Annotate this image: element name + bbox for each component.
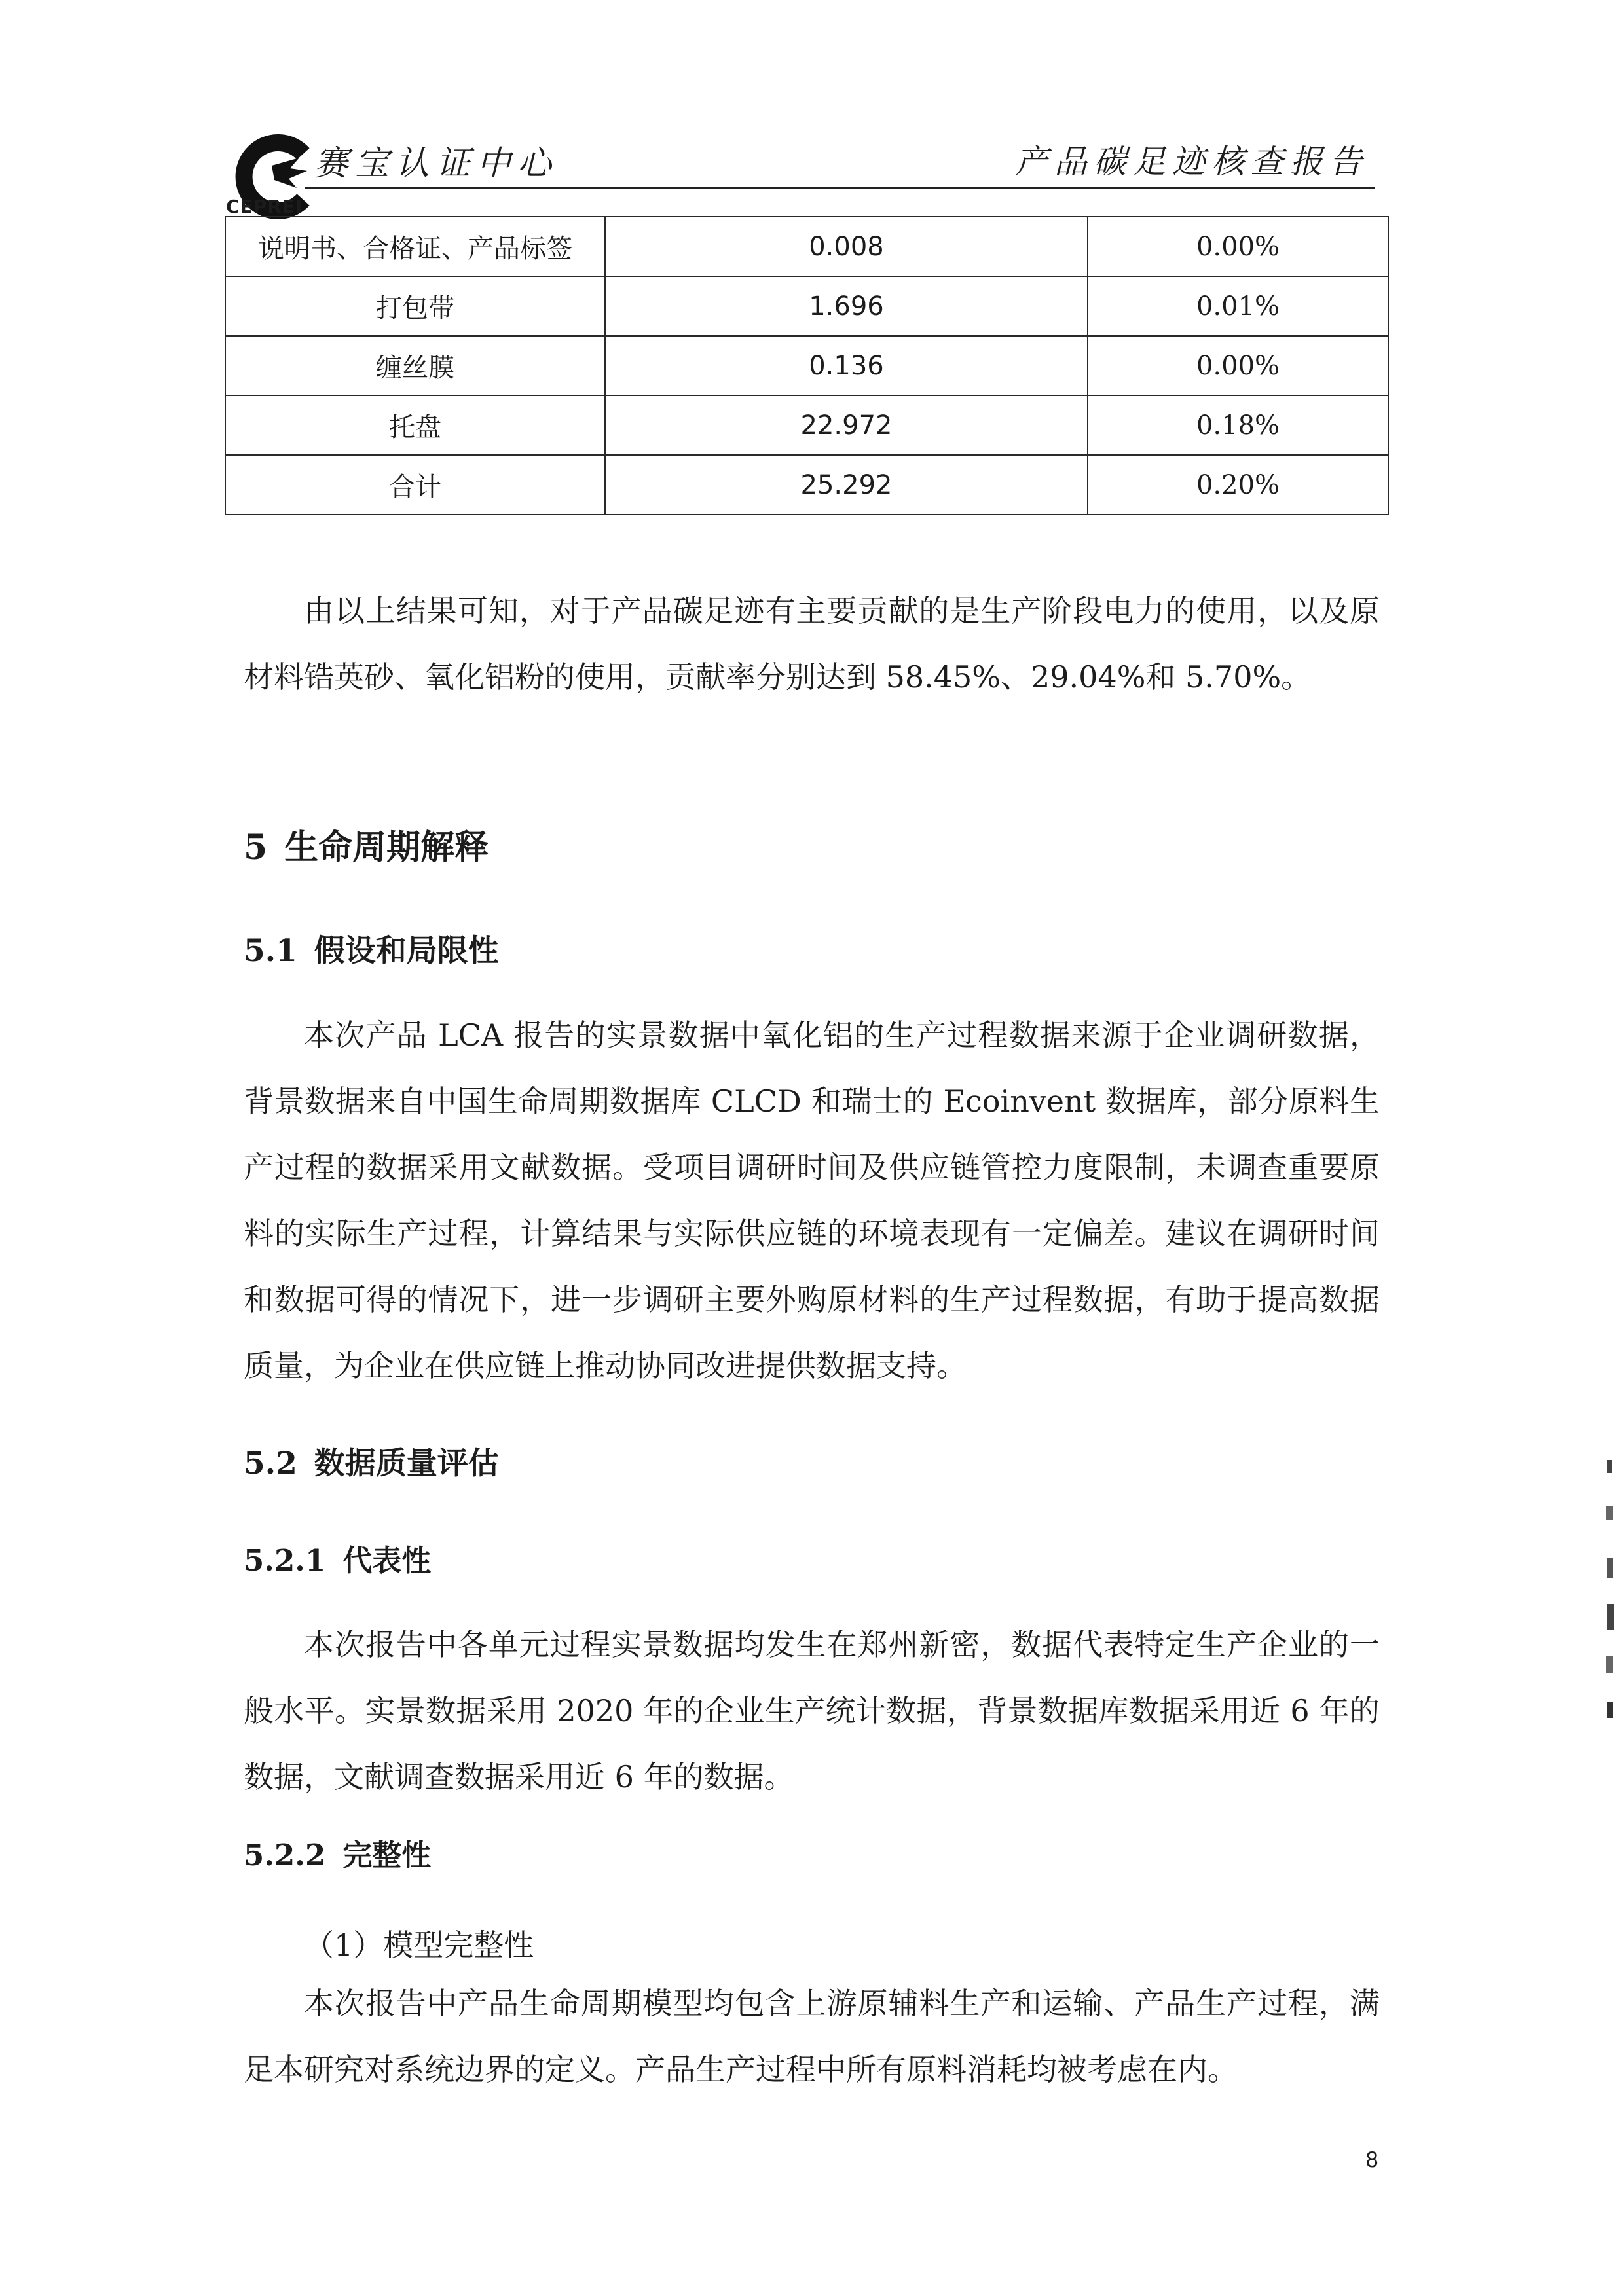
percent-cell: 0.00% bbox=[1088, 336, 1388, 395]
material-name-cell: 缠丝膜 bbox=[225, 336, 605, 395]
org-name: 赛宝认证中心 bbox=[314, 144, 559, 183]
section-title: 代表性 bbox=[342, 1543, 432, 1578]
section-title: 假设和局限性 bbox=[314, 933, 499, 969]
section-heading-5-1 bbox=[244, 926, 499, 970]
section-title: 生命周期解释 bbox=[284, 828, 489, 867]
table-row bbox=[225, 276, 1388, 336]
packaging-table bbox=[225, 216, 1389, 515]
emission-value-cell: 0.008 bbox=[605, 217, 1088, 276]
material-name-cell: 托盘 bbox=[225, 395, 605, 455]
table-row-total bbox=[225, 455, 1388, 515]
section-number: 5.2.2 bbox=[244, 1838, 326, 1872]
section-number: 5.2 bbox=[244, 1446, 297, 1482]
material-name-cell: 说明书、合格证、产品标签 bbox=[225, 217, 605, 276]
percent-cell: 0.01% bbox=[1088, 276, 1388, 336]
table-row bbox=[225, 336, 1388, 395]
emission-value-cell: 25.292 bbox=[605, 455, 1088, 515]
section-heading-5-2 bbox=[244, 1439, 499, 1483]
list-item-model-completeness: （1）模型完整性 bbox=[304, 1927, 534, 1963]
section-heading-5 bbox=[244, 820, 489, 869]
section-number: 5 bbox=[244, 828, 268, 867]
table-body bbox=[225, 217, 1388, 515]
material-name-cell: 合计 bbox=[225, 455, 605, 515]
summary-paragraph: 由以上结果可知，对于产品碳足迹有主要贡献的是生产阶段电力的使用，以及原材料锆英砂、氧化铝粉的使用，贡献率分别达到 58.45%、29.04%和 5.70%。 bbox=[244, 593, 1380, 695]
section-heading-5-2-2 bbox=[244, 1831, 431, 1874]
completeness-paragraph: 本次报告中产品生命周期模型均包含上游原辅料生产和运输、产品生产过程，满足本研究对系统边界的定义。产品生产过程中所有原料消耗均被考虑在内。 bbox=[244, 1986, 1380, 2087]
assumptions-paragraph: 本次产品 LCA 报告的实景数据中氧化铝的生产过程数据来源于企业调研数据，背景数据来自中国生命周期数据库 CLCD 和瑞士的 Ecoinvent 数据库，部分原料生产过程的数据采用文献数据。受项目调研时间及供应链管控力度限制，未调查重要原料的实际生产过程，计算结果与实际供应链的环境表现有一定偏差。建议在调研时间和数据可得的情况下，进一步调研主要外购原材料的生产过程数据，有助于提高数据质量，为企业在供应链上推动协同改进提供数据支持。 bbox=[244, 1017, 1380, 1383]
table-row bbox=[225, 395, 1388, 455]
logo-text: CEPREI bbox=[226, 196, 303, 217]
percent-cell: 0.20% bbox=[1088, 455, 1388, 515]
report-title: 产品碳足迹核查报告 bbox=[1015, 143, 1369, 181]
emission-value-cell: 22.972 bbox=[605, 395, 1088, 455]
scan-artifact bbox=[1604, 1460, 1616, 1722]
section-title: 完整性 bbox=[342, 1838, 432, 1872]
section-heading-5-2-1 bbox=[244, 1537, 431, 1579]
header-divider bbox=[304, 187, 1375, 189]
percent-cell: 0.18% bbox=[1088, 395, 1388, 455]
emission-value-cell: 0.136 bbox=[605, 336, 1088, 395]
representativeness-paragraph: 本次报告中各单元过程实景数据均发生在郑州新密，数据代表特定生产企业的一般水平。实景数据采用 2020 年的企业生产统计数据，背景数据库数据采用近 6 年的数据，文献调查数据采用近 6 年的数据。 bbox=[244, 1627, 1380, 1795]
percent-cell: 0.00% bbox=[1088, 217, 1388, 276]
section-number: 5.1 bbox=[244, 933, 297, 969]
material-name-cell: 打包带 bbox=[225, 276, 605, 336]
section-title: 数据质量评估 bbox=[314, 1446, 499, 1482]
section-number: 5.2.1 bbox=[244, 1543, 326, 1578]
emission-value-cell: 1.696 bbox=[605, 276, 1088, 336]
page-number: 8 bbox=[1365, 2147, 1379, 2172]
page-header bbox=[226, 115, 1375, 226]
table-row bbox=[225, 217, 1388, 276]
